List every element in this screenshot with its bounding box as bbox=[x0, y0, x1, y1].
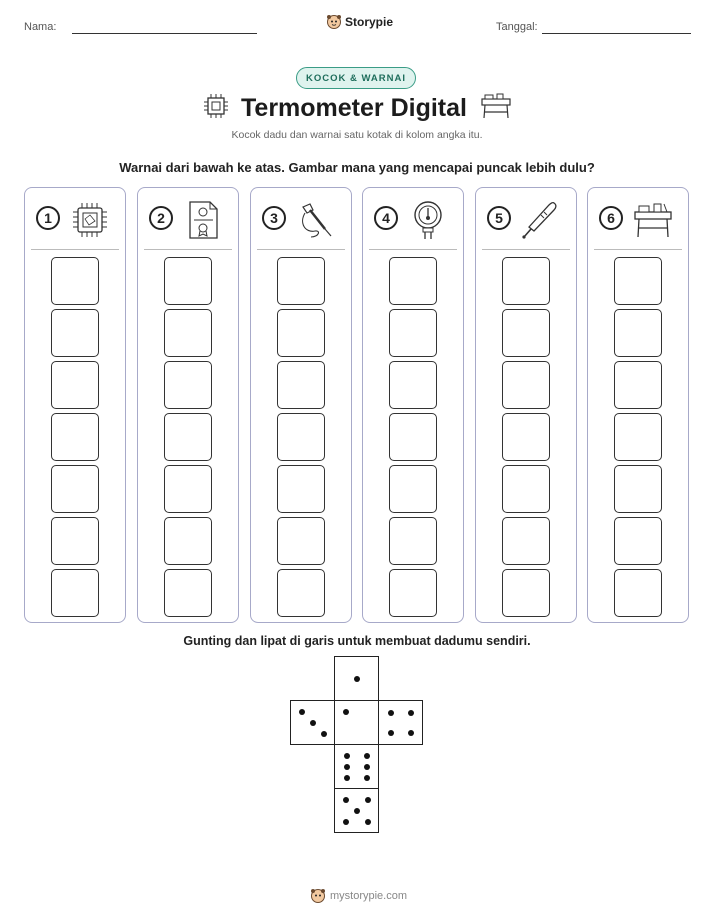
color-box[interactable] bbox=[164, 517, 212, 565]
column-number: 2 bbox=[149, 206, 173, 230]
dice-pip bbox=[388, 730, 394, 736]
date-label: Tanggal: bbox=[496, 21, 538, 33]
dice-face-6 bbox=[334, 744, 379, 789]
color-box[interactable] bbox=[51, 465, 99, 513]
color-box[interactable] bbox=[502, 309, 550, 357]
column-divider bbox=[31, 249, 119, 250]
column-1 bbox=[24, 187, 126, 623]
color-box[interactable] bbox=[502, 569, 550, 617]
color-box[interactable] bbox=[51, 361, 99, 409]
storypie-mascot-icon bbox=[310, 888, 326, 904]
color-box[interactable] bbox=[614, 517, 662, 565]
activity-badge: KOCOK & WARNAI bbox=[296, 67, 416, 89]
page-subtitle: Kocok dadu dan warnai satu kotak di kolom angka itu. bbox=[231, 129, 483, 141]
color-box[interactable] bbox=[277, 569, 325, 617]
color-box[interactable] bbox=[389, 465, 437, 513]
column-number: 1 bbox=[36, 206, 60, 230]
color-box[interactable] bbox=[502, 361, 550, 409]
column-3 bbox=[250, 187, 352, 623]
soldering-iron-icon bbox=[295, 199, 337, 241]
dice-pip bbox=[364, 775, 370, 781]
instruction-text: Warnai dari bawah ke atas. Gambar mana yang mencapai puncak lebih dulu? bbox=[119, 160, 595, 175]
digital-thermometer-icon bbox=[520, 199, 562, 241]
dice-pip bbox=[299, 709, 305, 715]
color-box[interactable] bbox=[389, 517, 437, 565]
color-box[interactable] bbox=[614, 361, 662, 409]
color-box[interactable] bbox=[614, 257, 662, 305]
color-box[interactable] bbox=[614, 569, 662, 617]
dice-pip bbox=[365, 797, 371, 803]
dice-pip bbox=[365, 819, 371, 825]
brand-name: Storypie bbox=[345, 15, 394, 29]
color-box[interactable] bbox=[614, 309, 662, 357]
color-box[interactable] bbox=[51, 517, 99, 565]
color-box[interactable] bbox=[164, 309, 212, 357]
dice-pip bbox=[321, 731, 327, 737]
microchip-icon bbox=[69, 199, 111, 241]
column-5 bbox=[475, 187, 577, 623]
color-box[interactable] bbox=[164, 465, 212, 513]
column-divider bbox=[482, 249, 570, 250]
microchip-title-icon bbox=[201, 92, 231, 120]
color-box[interactable] bbox=[389, 361, 437, 409]
color-box[interactable] bbox=[277, 413, 325, 461]
color-box[interactable] bbox=[389, 257, 437, 305]
certificate-icon bbox=[182, 199, 224, 241]
color-box[interactable] bbox=[277, 465, 325, 513]
color-box[interactable] bbox=[614, 413, 662, 461]
color-box[interactable] bbox=[164, 361, 212, 409]
dice-pip bbox=[344, 753, 350, 759]
name-line[interactable] bbox=[72, 33, 257, 34]
dice-pip bbox=[408, 730, 414, 736]
dice-pip bbox=[354, 676, 360, 682]
dice-pip bbox=[364, 753, 370, 759]
dice-pip bbox=[343, 797, 349, 803]
footer bbox=[310, 888, 407, 904]
dice-pip bbox=[364, 764, 370, 770]
cut-instruction: Gunting dan lipat di garis untuk membuat dadumu sendiri. bbox=[183, 634, 531, 648]
column-number: 5 bbox=[487, 206, 511, 230]
dice-pip bbox=[343, 709, 349, 715]
dice-face-5 bbox=[334, 788, 379, 833]
dice-pip bbox=[408, 710, 414, 716]
color-box[interactable] bbox=[502, 257, 550, 305]
column-divider bbox=[257, 249, 345, 250]
color-box[interactable] bbox=[277, 517, 325, 565]
dice-face-4 bbox=[378, 700, 423, 745]
brand-logo bbox=[326, 14, 393, 30]
color-box[interactable] bbox=[51, 257, 99, 305]
column-divider bbox=[594, 249, 682, 250]
color-box[interactable] bbox=[389, 309, 437, 357]
color-box[interactable] bbox=[277, 309, 325, 357]
thermostat-sensor-icon bbox=[407, 199, 449, 241]
dice-pip bbox=[343, 819, 349, 825]
page-title: Termometer Digital bbox=[0, 92, 714, 123]
color-box[interactable] bbox=[502, 517, 550, 565]
column-divider bbox=[369, 249, 457, 250]
dice-face-1 bbox=[334, 656, 379, 701]
color-box[interactable] bbox=[164, 257, 212, 305]
color-box[interactable] bbox=[502, 413, 550, 461]
dice-pip bbox=[310, 720, 316, 726]
column-divider bbox=[144, 249, 232, 250]
workbench-icon bbox=[632, 199, 674, 241]
color-box[interactable] bbox=[164, 413, 212, 461]
color-box[interactable] bbox=[614, 465, 662, 513]
color-box[interactable] bbox=[164, 569, 212, 617]
column-4 bbox=[362, 187, 464, 623]
name-label: Nama: bbox=[24, 21, 57, 33]
column-number: 4 bbox=[374, 206, 398, 230]
dice-pip bbox=[344, 775, 350, 781]
footer-url[interactable]: mystorypie.com bbox=[330, 890, 408, 902]
color-box[interactable] bbox=[389, 413, 437, 461]
storypie-mascot-icon bbox=[326, 14, 342, 30]
color-box[interactable] bbox=[51, 569, 99, 617]
dice-pip bbox=[354, 808, 360, 814]
color-box[interactable] bbox=[277, 257, 325, 305]
dice-face-1b bbox=[334, 700, 379, 745]
column-number: 6 bbox=[599, 206, 623, 230]
color-box[interactable] bbox=[277, 361, 325, 409]
workbench-title-icon bbox=[479, 92, 513, 120]
column-2 bbox=[137, 187, 239, 623]
date-line[interactable] bbox=[542, 33, 691, 34]
color-box[interactable] bbox=[389, 569, 437, 617]
color-box[interactable] bbox=[502, 465, 550, 513]
color-box[interactable] bbox=[51, 309, 99, 357]
dice-face-3 bbox=[290, 700, 335, 745]
column-number: 3 bbox=[262, 206, 286, 230]
color-box[interactable] bbox=[51, 413, 99, 461]
dice-pip bbox=[344, 764, 350, 770]
column-6 bbox=[587, 187, 689, 623]
dice-pip bbox=[388, 710, 394, 716]
